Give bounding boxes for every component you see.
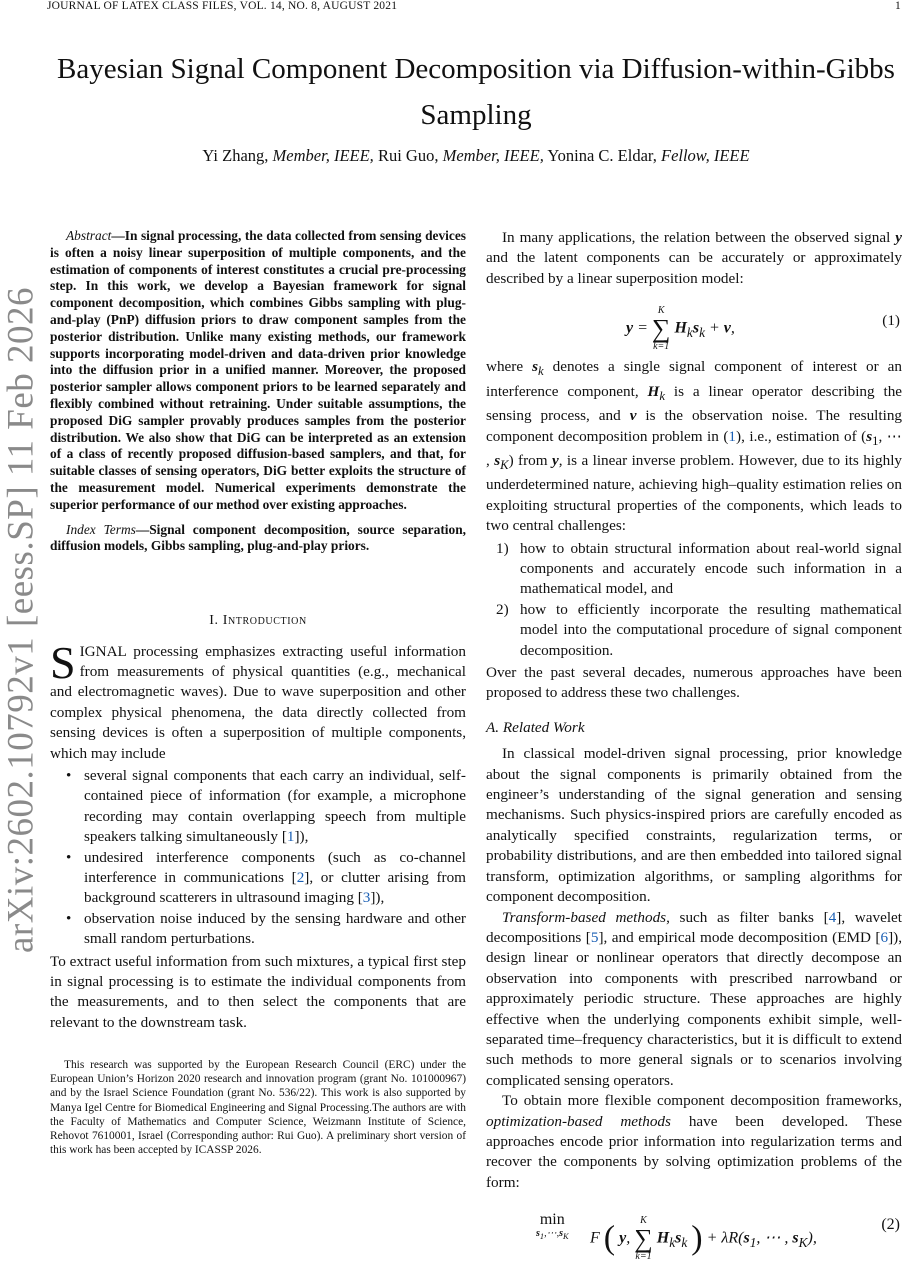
component-list	[50, 766, 466, 950]
arxiv-id: arXiv:2602.10792v1 [eess.SP] 11 Feb 2026	[0, 286, 42, 954]
list-item: • several signal components that each carry an individual, self-contained piece of information (for example, a microphone recording may contain overlapping speech from multiple speakers talking simultaneously [1]),	[84, 766, 466, 848]
journal-header: JOURNAL OF LATEX CLASS FILES, VOL. 14, NO. 8, AUGUST 2021	[47, 0, 398, 12]
author-1: Yi Zhang,	[202, 146, 269, 165]
list-item: • undesired interference components (such as co-channel interference in communications [2], or clutter arising from background scatterers in ultrasound imaging [3]),	[84, 848, 466, 909]
citation-link[interactable]: 3	[362, 889, 371, 907]
citation-link[interactable]: 5	[590, 928, 599, 946]
challenges-list	[486, 539, 902, 661]
right-paragraph-2: where $s_k$ denotes a single signal component of interest or an interference component, $H_k$ is a linear operator describing the sensing process, and v is the observation noise. The resulting component decomposition problem in (1), i.e., estimation of ($s_1$, ⋯ , $s_K$) from y, is a linear inverse problem. However, due to its highly underdetermined nature, achieving high–quality estimation relies on exploiting structural properties of the components, which leads to two central challenges:	[486, 358, 902, 535]
right-paragraph-3: Over the past several decades, numerous approaches have been proposed to address these two challenges.	[486, 664, 902, 702]
intro-paragraph-2: To extract useful information from such mixtures, a typical first step in signal processing is to estimate the individual components from the measurements, and to then select the components that are relevant to the downstream task.	[50, 952, 466, 1031]
drop-cap: S	[50, 636, 76, 688]
arxiv-sidebar	[0, 286, 42, 954]
equation-number: (2)	[881, 1216, 900, 1234]
right-paragraph-4: In classical model-driven signal processing, prior knowledge about the signal components is primarily obtained from the engineer’s understanding of the signal generation and sensing mechanisms. Such physics-inspired priors are carefully encoded as analytically specified constraints, regularization terms, or probability distributions, and are then embedded into tailored signal transform, optimization algorithms, or sampling algorithms for component decomposition.	[486, 745, 902, 906]
author-line	[47, 146, 902, 166]
author-2-role: Member, IEEE,	[442, 146, 544, 165]
citation-link[interactable]: 1	[286, 828, 295, 846]
right-paragraph-1: In many applications, the relation between the observed signal y and the latent components can be accurately or approximately described by a linear superposition model:	[486, 229, 902, 287]
section-heading-introduction	[50, 611, 466, 631]
index-terms	[50, 522, 466, 556]
author-3: Yonina C. Eldar,	[547, 146, 657, 165]
section-number: I.	[209, 613, 219, 629]
list-item: 1) how to obtain structural information about real-world signal components and accurately encode such information in a mathematical model, and	[496, 539, 902, 598]
citation-link[interactable]: 6	[880, 928, 889, 946]
abstract-text: —In signal processing, the data collected from sensing devices is often a noisy linear superposition of multiple components, and the estimation of components of interest constitutes a crucial pre-processing step. In this work, we develop a Bayesian framework for signal component decomposition, which combines Gibbs sampling with plug-and-play (PnP) diffusion priors to draw component samples from the posterior distribution. Unlike many existing methods, our framework supports incorporating model-driven and data-driven prior knowledge into the diffusion prior in a unified manner. Moreover, the proposed posterior sampler allows component priors to be learned separately and flexibly combined without retraining. Under suitable assumptions, the proposed DiG sampler provably produces samples from the posterior distribution. We also show that DiG can be interpreted as an extension of a class of recently proposed diffusion-based samplers, and that, for suitable classes of sensing operators, DiG better exploits the structure of the measurement model. Numerical experiments demonstrate the superior performance of our method over existing approaches.	[50, 228, 466, 512]
author-3-role: Fellow, IEEE	[660, 146, 750, 165]
abstract-label: Abstract	[66, 228, 112, 243]
page-number: 1	[895, 0, 901, 12]
abstract	[50, 228, 466, 514]
section-title: Introduction	[222, 613, 307, 629]
author-1-role: Member, IEEE,	[272, 146, 374, 165]
right-column	[486, 228, 902, 1261]
equation-number: (1)	[882, 312, 900, 330]
citation-link[interactable]: 2	[296, 869, 305, 887]
footnote: This research was supported by the European Research Council (ERC) under the European Union’s Horizon 2020 research and innovation program (grant No. 101000967) and by the Israel Science Foundation (grant No. 536/22). This work is also supported by Manya Igel Centre for Biomedical Engineering and Signal Processing.The authors are with the Faculty of Mathematics and Computer Science, Weizmann Institute of Science, Rehovot 7610001, Israel (Corresponding author: Rui Guo). A preliminary short version of this work has been accepted by ICASSP 2026.	[50, 1059, 466, 1157]
author-2: Rui Guo,	[377, 146, 439, 165]
right-paragraph-6: To obtain more flexible component decomposition frameworks, optimization-based methods have been developed. These approaches encode prior information into regularization terms and recover the components by solving optimization problems of the form:	[486, 1092, 902, 1191]
equation-link[interactable]: 1	[728, 427, 737, 445]
list-item: 2) how to efficiently incorporate the resulting mathematical model into the computational procedure of signal component decomposition.	[496, 600, 902, 659]
subsection-heading: A. Related Work	[486, 718, 585, 736]
citation-link[interactable]: 4	[828, 908, 837, 926]
equation-1: y = K ∑ k=1 $H_ks_k + v$, (1)	[626, 305, 900, 353]
intro-p1-text: IGNAL processing emphasizes extracting useful information from measurements of physical quantities (e.g., mechanical and electromagnetic waves). Due to wave superposition and other complex physical phenomena, the data directly collected from sensing devices is often a superposition of multiple components, which may include	[50, 642, 466, 762]
index-terms-text: —Signal component decomposition, source separation, diffusion models, Gibbs sampling, plug-and-play priors.	[50, 521, 466, 554]
left-column	[50, 228, 466, 1033]
list-item: • observation noise induced by the sensing hardware and other small random perturbations.	[84, 909, 466, 950]
intro-paragraph-1	[50, 636, 466, 764]
equation-2: min $s_1,\cdots,s_K$ F ( y, K ∑ k=1 $H_ks_k$ ) + $\lambda R(s_1$, ⋯ , $s_K$), (2)	[536, 1211, 900, 1263]
right-paragraph-5: Transform-based methods, such as filter banks [4], wavelet decompositions [5], and empirical mode decomposition (EMD [6]), design linear or nonlinear operators that directly decompose an observation into components with prescribed narrowband or approximately periodic structure. These approaches are highly effective when the underlying components exhibit simple, well-separated time–frequency characteristics, but it is difficult to extend such methods to more general signals or to scenarios involving complicated sensing operators.	[486, 908, 902, 1089]
index-terms-label: Index Terms	[66, 521, 136, 537]
paper-title: Bayesian Signal Component Decomposition via Diffusion-within-Gibbs Sampling	[57, 53, 895, 131]
